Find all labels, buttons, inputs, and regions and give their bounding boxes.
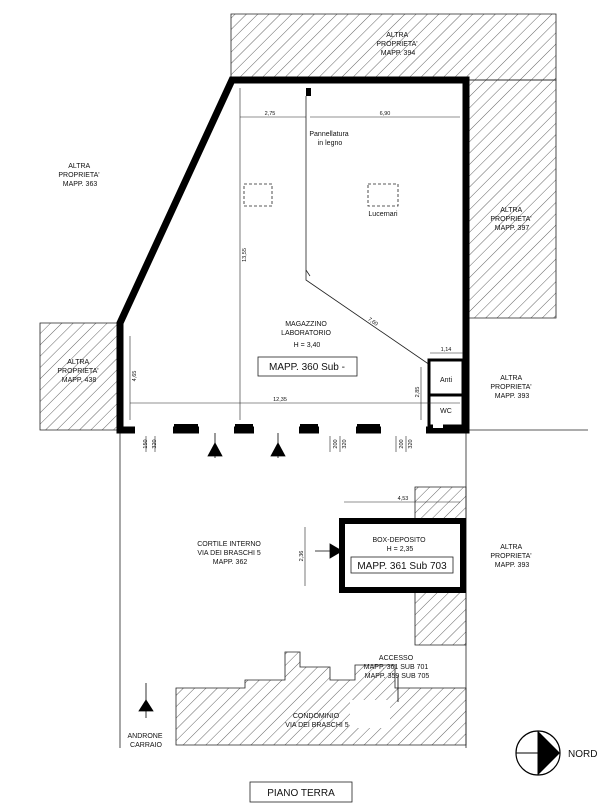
skylight-right <box>368 184 398 206</box>
label-accesso: ACCESSO MAPP. 361 SUB 701 MAPP. 359 SUB 705 <box>363 655 430 680</box>
label-box-deposito: BOX-DEPOSITO H = 2,35 <box>372 537 426 553</box>
dim-box-height: 2,36 <box>299 550 305 562</box>
box-deposito-walls <box>342 521 463 590</box>
dim-left-wall: 4,65 <box>132 370 138 382</box>
dim-opening-3b: 320 <box>408 439 414 449</box>
dim-wc-height: 2,85 <box>415 386 421 398</box>
wc-block <box>429 360 463 428</box>
dim-wc-width: 1,14 <box>440 347 452 353</box>
label-cortile: CORTILE INTERNO VIA DEI BRASCHI 5 MAPP. 362 <box>197 541 261 566</box>
dim-opening-1a: 150 <box>143 439 149 449</box>
label-altra-393-top: ALTRA PROPRIETA' MAPP. 393 <box>490 375 532 400</box>
north-label: NORD <box>568 749 598 760</box>
label-mapp-360: MAPP. 360 Sub - <box>269 362 345 373</box>
main-building-walls <box>120 80 466 430</box>
dim-opening-1b: 320 <box>152 439 158 449</box>
pannellatura-post <box>306 88 311 96</box>
dim-height-main: 13,55 <box>242 248 248 262</box>
skylight-left <box>244 184 272 206</box>
dim-box-width: 4,53 <box>397 496 409 502</box>
label-anti: Anti <box>439 377 453 384</box>
dim-width-main: 12,35 <box>273 397 287 403</box>
label-wc: WC <box>440 408 452 415</box>
label-altra-397: ALTRA PROPRIETA' MAPP. 397 <box>490 207 532 232</box>
label-altra-394: ALTRA PROPRIETA' MAPP. 394 <box>376 32 418 57</box>
dim-opening-2a: 200 <box>333 439 339 449</box>
dim-top-right: 6,90 <box>379 111 391 117</box>
dim-top-left: 2,75 <box>264 111 276 117</box>
hatch-mapp-397 <box>468 80 556 318</box>
dimension-lines <box>130 88 463 586</box>
label-lucernari: Lucernari <box>368 211 398 218</box>
label-mapp-361: MAPP. 361 Sub 703 <box>357 561 447 572</box>
label-androne: ANDRONE CARRAIO <box>127 733 163 749</box>
accesso-gap <box>350 700 390 728</box>
label-altra-393-bottom: ALTRA PROPRIETA' MAPP. 393 <box>490 544 532 569</box>
drawing-title: PIANO TERRA <box>267 788 335 799</box>
label-altra-438: ALTRA PROPRIETA' MAPP. 438 <box>57 359 99 384</box>
label-pannellatura: Pannellatura in legno <box>309 131 349 147</box>
label-magazzino: MAGAZZINO LABORATORIO H = 3,40 <box>281 321 331 349</box>
north-arrow-icon <box>516 731 560 775</box>
dim-opening-2b: 320 <box>342 439 348 449</box>
label-condominio: CONDOMINIO VIA DEI BRASCHI 5 <box>285 713 349 729</box>
dim-opening-3a: 200 <box>399 439 405 449</box>
dim-diagonal: 7,60 <box>366 316 379 328</box>
label-altra-363: ALTRA PROPRIETA' MAPP. 363 <box>58 163 100 188</box>
